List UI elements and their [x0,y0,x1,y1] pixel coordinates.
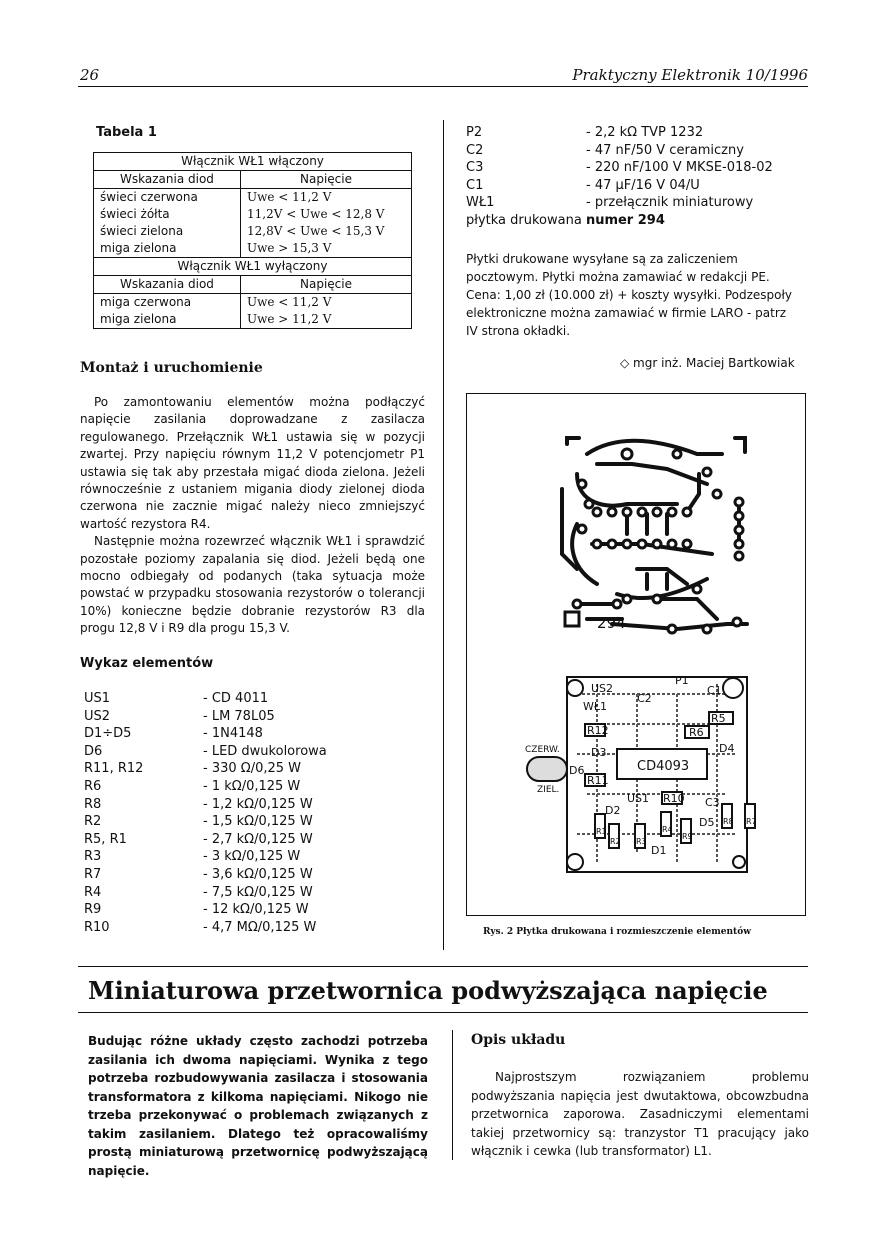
article-lead: Budując różne układy często zachodzi potrzeba zasilania ich dwoma napięciami. Wynika z tego potrzeba rozbudowywania zasilacza i stosowania transformatora z kilkoma napięciami. Nikogo nie trzeba przekonywać o problemach związanych z takim zasilaniem. Dlatego też opracowaliśmy prostą miniaturową przetwornicę podwyższającą napięcie. [88,1034,428,1178]
section-heading-montaz: Montaż i uruchomienie [80,360,263,376]
table-1 [93,152,412,329]
board-number: 294 [597,614,626,632]
svg-text:C1: C1 [707,684,722,697]
list-item: WŁ1 - przełącznik miniaturowy [466,195,754,211]
svg-text:US2: US2 [591,682,614,695]
section-heading-opis: Opis układu [471,1032,566,1048]
svg-text:R8: R8 [723,817,734,826]
pcb-pad-square [565,612,579,626]
column-divider-bottom [452,1030,453,1160]
svg-text:D2: D2 [605,804,621,817]
list-item: US1 - CD 4011 [84,691,269,706]
list-item: R7 - 3,6 kΩ/0,125 W [84,866,313,882]
list-item: R2 - 1,5 kΩ/0,125 W [84,814,313,830]
list-item: R3 - 3 kΩ/0,125 W [84,849,301,865]
ordering-note: Płytki drukowane wysyłane są za zaliczeniem pocztowym. Płytki można zamawiać w redakcji PE. Cena: 1,00 zł (10.000 zł) + koszty wysyłki. Podzespoły elektroniczne można zamawiać w firmie LARO - patrz IV strona okładki. [466,252,792,338]
parts-list [84,690,327,936]
paragraph: Następnie można rozewrzeć włącznik WŁ1 i sprawdzić pozostałe poziomy zapalania się diod. Jeżeli będą one mocno odbiegały od podanych (taka sytuacja może powstać w przypadku stosowania rezystorów o tolerancji 10%) konieczne będzie dobranie rezystorów R3 dla progu 12,8 V i R9 dla progu 15,3 V. [80,534,425,636]
svg-text:ZIEL.: ZIEL. [537,785,560,795]
table-section-2-title: Włącznik WŁ1 wyłączony [94,257,411,276]
svg-text:R1: R1 [596,827,607,836]
journal-title: Praktyczny Elektronik 10/1996 [572,66,808,84]
parts-list-continued [466,124,773,230]
svg-text:R6: R6 [689,726,704,739]
table-section-1-title: Włącznik WŁ1 włączony [94,153,411,171]
list-item: US2 - LM 78L05 [84,708,275,724]
list-item: P2 - 2,2 kΩ TVP 1232 [466,125,704,140]
table-row: świeci zielona 12,8V < Uwe < 15,3 V [94,223,411,240]
figure-caption: Rys. 2 Płytka drukowana i rozmieszczenie elementów [483,927,751,937]
list-item: R11, R12 - 330 Ω/0,25 W [84,761,302,777]
table-header-row: Wskazania diod Napięcie [94,276,411,294]
svg-text:R9: R9 [682,832,693,841]
section-heading-wykaz: Wykaz elementów [80,656,214,671]
svg-text:D3: D3 [591,746,607,759]
svg-text:C3: C3 [705,796,720,809]
column-divider [443,120,444,950]
table-caption: Tabela 1 [96,125,157,140]
page-number: 26 [80,66,100,84]
list-item: D1÷D5 - 1N4148 [84,726,263,742]
montaz-text [80,394,425,638]
list-item: C2 - 47 nF/50 V ceramiczny [466,142,744,158]
table-row: miga czerwona Uwe < 11,2 V [94,294,411,311]
pcb-drawing [467,394,805,915]
svg-text:WŁ1: WŁ1 [583,700,608,713]
list-item: R9 - 12 kΩ/0,125 W [84,902,309,918]
list-item: R5, R1 - 2,7 kΩ/0,125 W [84,831,313,847]
svg-text:R4: R4 [662,825,673,834]
paragraph: Po zamontowaniu elementów można podłączyć napięcie zasilania doprowadzane z zasilacza regulowanego. Przełącznik WŁ1 ustawia się w pozycji zwartej. Przy napięciu równym 11,2 V potencjometr P1 ustawia się tak aby przestała migać dioda zielona. Jeżeli równocześnie z ustaniem migania diody zielonej dioda czerwona nie zacznie migać należy nieco zmniejszyć wartość rezystora R4. [80,395,425,531]
svg-text:CD4093: CD4093 [637,759,690,774]
list-item: D6 - LED dwukolorowa [84,743,327,759]
table-row: świeci żółta 11,2V < Uwe < 12,8 V [94,206,411,223]
svg-text:R7: R7 [746,817,757,826]
svg-text:US1: US1 [627,792,650,805]
list-item: R4 - 7,5 kΩ/0,125 W [84,884,313,900]
svg-text:D4: D4 [719,742,735,755]
svg-text:P1: P1 [675,674,689,687]
table-header-row: Wskazania diod Napięcie [94,171,411,189]
section-rule [78,966,808,967]
table-row: miga zielona Uwe > 11,2 V [94,311,411,328]
svg-text:CZERW.: CZERW. [525,745,560,755]
svg-text:R3: R3 [636,837,647,846]
list-item: C1 - 47 μF/16 V 04/U [466,177,700,193]
svg-text:R5: R5 [711,712,726,725]
list-item: R6 - 1 kΩ/0,125 W [84,778,301,794]
header-rule [78,86,808,87]
pcb-figure [466,393,806,916]
paragraph: Najprostszym rozwiązaniem problemu podwyższania napięcia jest dwutaktowa, obcowzbudna przetwornica zaporowa. Zasadniczymi elementami takiej przetwornicy są: tranzystor T1 pracujący jako włącznik i cewka (lub transformator) L1. [471,1070,809,1159]
svg-text:R11: R11 [587,774,609,787]
author: ◇ mgr inż. Maciej Bartkowiak [620,356,795,370]
table-row: świeci czerwona Uwe < 11,2 V [94,189,411,206]
svg-text:D6: D6 [569,764,585,777]
article-title: Miniaturowa przetwornica podwyższająca napięcie [88,976,768,1005]
svg-text:R2: R2 [610,837,621,846]
list-item: C3 - 220 nF/100 V MKSE-018-02 [466,160,773,176]
list-item: R10 - 4,7 MΩ/0,125 W [84,919,317,935]
title-rule [78,1012,808,1013]
list-item: R8 - 1,2 kΩ/0,125 W [84,796,313,812]
svg-text:C2: C2 [637,692,652,705]
svg-text:R10: R10 [663,792,685,805]
opis-text [471,1068,809,1161]
svg-text:D5: D5 [699,816,715,829]
table-row: miga zielona Uwe > 15,3 V [94,240,411,257]
svg-text:D1: D1 [651,844,667,857]
pcb-line: płytka drukowana numer 294 [466,212,665,228]
svg-text:R12: R12 [587,724,609,737]
